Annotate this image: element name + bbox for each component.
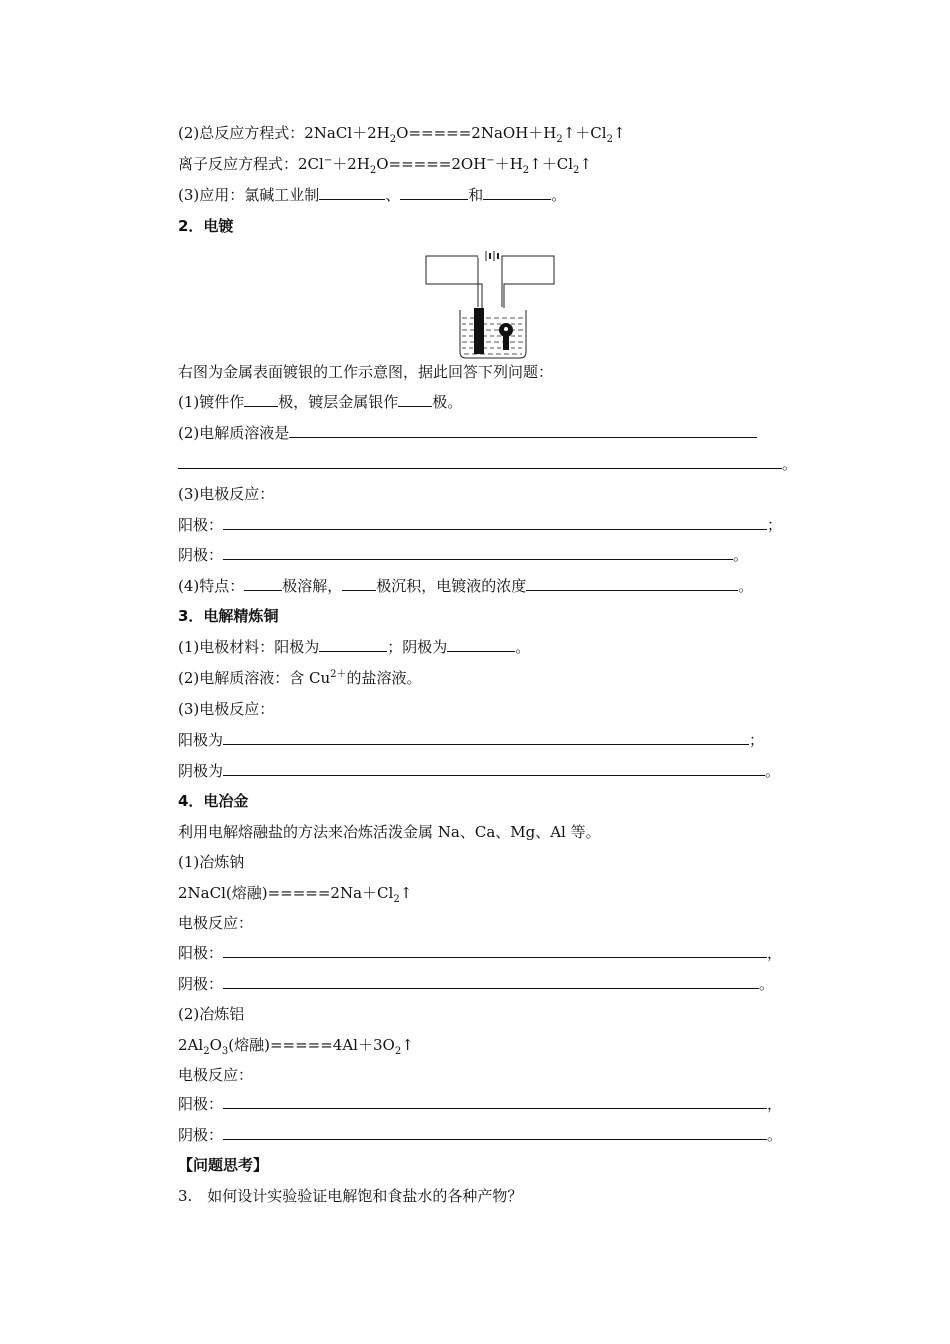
aluminum-cathode: 阴极： 。 — [178, 1126, 783, 1144]
think-question: 3. 如何设计实验验证电解饱和食盐水的各种产物？ — [178, 1187, 523, 1205]
answer-blank[interactable] — [319, 185, 385, 200]
answer-blank[interactable] — [342, 576, 376, 591]
answer-blank[interactable] — [398, 392, 432, 407]
diagram-intro: 右图为金属表面镀银的工作示意图，据此回答下列问题： — [178, 363, 554, 381]
aluminum-equation: $2Al_2O_3$(熔融)$=====4Al+3O_2↑$ — [178, 1036, 414, 1057]
section-heading-refining: 3．电解精炼铜 — [178, 607, 279, 625]
ionic-equation: 离子反应方程式：$2Cl^-+2H_2O=====2OH^-+H_2↑+Cl_2↑$ — [178, 155, 592, 176]
answer-blank[interactable] — [178, 454, 782, 469]
answer-blank[interactable] — [223, 1094, 767, 1109]
plating-anode: 阳极： ； — [178, 516, 783, 534]
answer-blank[interactable] — [244, 392, 278, 407]
answer-blank[interactable] — [483, 185, 551, 200]
answer-blank[interactable] — [223, 515, 767, 530]
sodium-title: (1)冶炼钠 — [178, 853, 245, 871]
sodium-cathode: 阴极： 。 — [178, 975, 775, 993]
answer-blank[interactable] — [223, 1125, 767, 1140]
section-heading-electrometallurgy: 4．电冶金 — [178, 792, 249, 810]
aluminum-title: (2)冶炼铝 — [178, 1005, 245, 1023]
plating-q3: (3)电极反应： — [178, 485, 275, 503]
refining-q2: (2)电解质溶液：含 $Cu^{2+}$的盐溶液。 — [178, 669, 422, 687]
answer-blank[interactable] — [223, 730, 749, 745]
answer-blank[interactable] — [526, 576, 738, 591]
answer-blank[interactable] — [447, 637, 515, 652]
plating-q2: (2)电解质溶液是 — [178, 423, 757, 443]
refining-anode: 阳极为 ； — [178, 731, 765, 749]
think-heading: 【问题思考】 — [178, 1156, 269, 1174]
aluminum-rxn-label: 电极反应： — [178, 1066, 254, 1084]
answer-blank[interactable] — [244, 576, 282, 591]
sodium-anode: 阳极： ， — [178, 944, 783, 962]
key-cathode — [499, 323, 513, 350]
answer-blank[interactable] — [223, 545, 733, 560]
aluminum-anode: 阳极： ， — [178, 1095, 783, 1113]
answer-blank[interactable] — [289, 423, 757, 438]
refining-q3: (3)电极反应： — [178, 700, 275, 718]
electroplating-diagram — [420, 248, 560, 364]
plating-q1: (1)镀件作 极，镀层金属银作 极。 — [178, 393, 463, 411]
application-question: (3)应用：氯碱工业制 、 和 。 — [178, 186, 567, 204]
plating-q4: (4)特点： 极溶解， 极沉积，电镀液的浓度 。 — [178, 577, 754, 595]
answer-blank[interactable] — [319, 637, 387, 652]
answer-blank[interactable] — [223, 761, 765, 776]
section-heading-electroplating: 2．电镀 — [178, 217, 234, 235]
refining-q1: (1)电极材料：阳极为 ；阴极为 。 — [178, 638, 531, 656]
sodium-equation: 2NaCl(熔融)$=====2Na+Cl_2↑$ — [178, 884, 413, 905]
refining-cathode: 阴极为 。 — [178, 762, 781, 780]
plating-cathode: 阴极： 。 — [178, 546, 749, 564]
answer-blank[interactable] — [223, 943, 767, 958]
silver-anode — [474, 308, 484, 354]
electrometallurgy-intro: 利用电解熔融盐的方法来冶炼活泼金属 Na、Ca、Mg、Al 等。 — [178, 823, 601, 841]
answer-blank[interactable] — [223, 974, 759, 989]
plating-q2-continued: 。 — [178, 454, 797, 474]
answer-blank[interactable] — [400, 185, 468, 200]
sodium-rxn-label: 电极反应： — [178, 914, 254, 932]
total-equation: (2)总反应方程式：$2NaCl+2H_2O=====2NaOH+H_2↑+Cl_2↑$ — [178, 124, 626, 145]
